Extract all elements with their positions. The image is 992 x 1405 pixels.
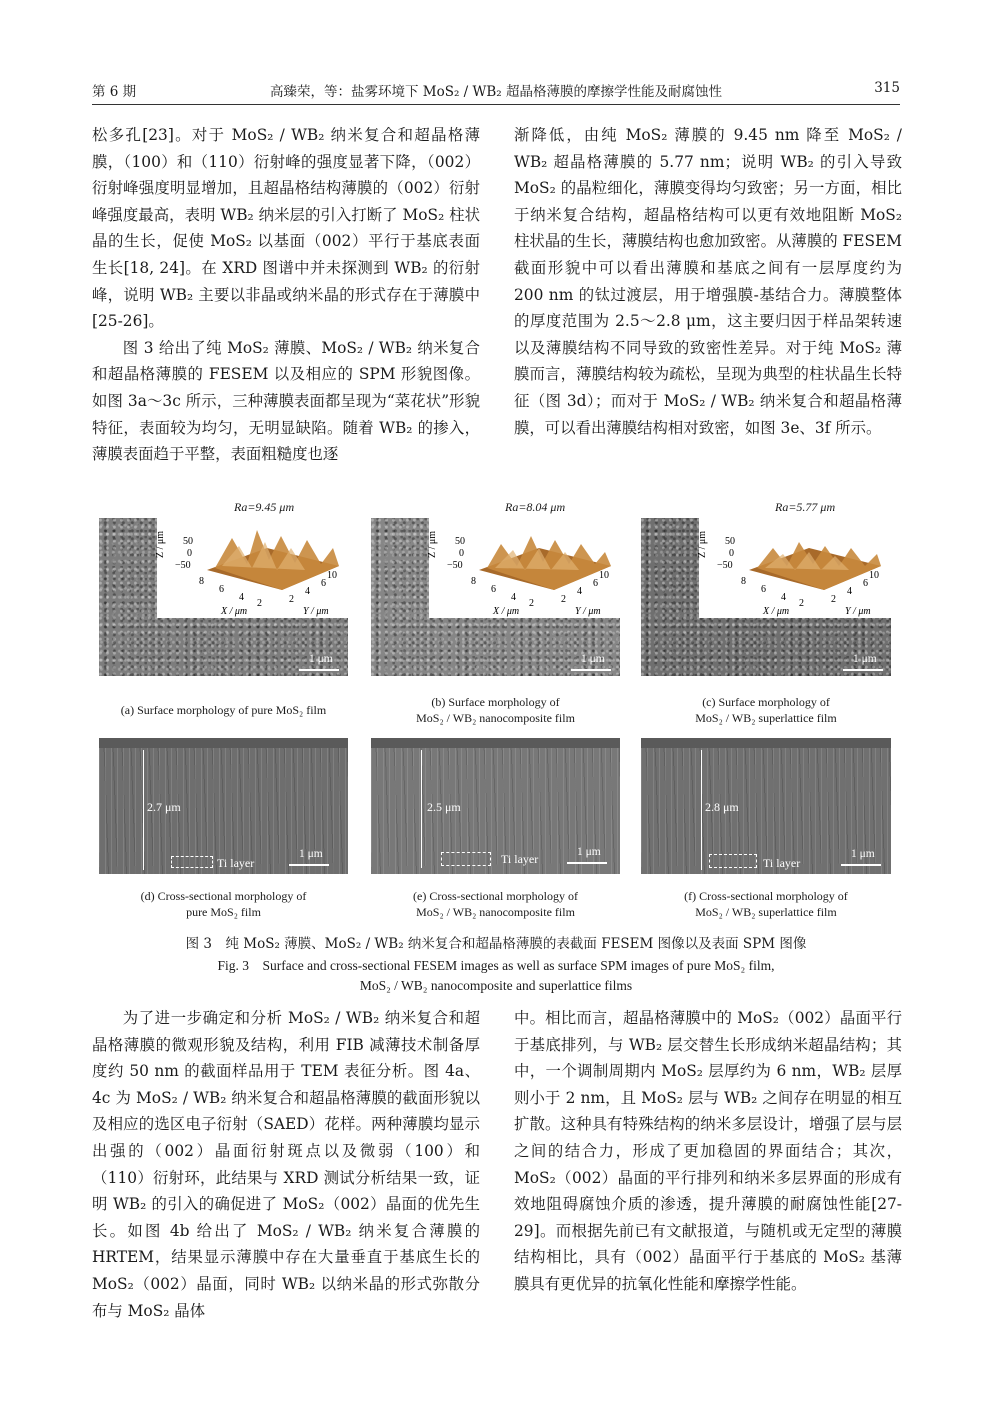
svg-text:Z / μm: Z / μm (697, 530, 708, 558)
paragraph: 松多孔[23]。对于 MoS₂ / WB₂ 纳米复合和超晶格薄膜，（100）和（110）衍射峰的强度显著下降，（002）衍射峰强度明显增加，且超晶格结构薄膜的（002）衍射峰强度最高，表明 WB₂ 纳米层的引入打断了 MoS₂ 柱状晶的生长，促使 MoS₂ 以基面（002）平行于基底表面生长[18, 24]。在 XRD 图谱中并未探测到 WB₂ 的衍射峰，说明 WB₂ 主要以非晶或纳米晶的形式存在于薄膜中[25-26]。 (92, 126, 480, 331)
subcaption-c: (c) Surface morphology of MoS₂ / WB₂ superlattice film (695, 695, 837, 725)
svg-text:Y / μm: Y / μm (575, 606, 601, 617)
svg-text:Y / μm: Y / μm (845, 606, 871, 617)
svg-text:8: 8 (471, 576, 476, 587)
svg-text:50: 50 (725, 536, 735, 547)
svg-text:2: 2 (257, 598, 262, 609)
svg-text:6: 6 (761, 584, 766, 595)
svg-text:−50: −50 (175, 560, 191, 571)
subcaption-f: (f) Cross-sectional morphology of MoS₂ / WB₂ superlattice film (684, 889, 848, 919)
page-number: 315 (874, 80, 900, 96)
svg-text:4: 4 (305, 586, 310, 597)
thickness-arrow (143, 750, 144, 870)
subcaption-a: (a) Surface morphology of pure MoS₂ film (120, 703, 327, 717)
running-header (92, 78, 900, 105)
spm-inset (699, 518, 891, 618)
ti-layer-box (171, 856, 213, 868)
svg-text:2: 2 (561, 594, 566, 605)
roughness-label: Ra=9.45 μm (234, 500, 295, 514)
paragraph: 为了进一步确定和分析 MoS₂ / WB₂ 纳米复合和超晶格薄膜的微观形貌及结构，利用 FIB 减薄技术制备厚度约 50 nm 的截面样品用于 TEM 表征分析。图 4a、4c 为 MoS₂ / WB₂ 纳米复合和超晶格薄膜的截面形貌以及相应的选区电子衍射（SAED）花样。两种薄膜均显示出强的（002）晶面衍射斑点以及微弱（100）和（110）衍射环，此结果与 XRD 测试分析结果一致，证明 WB₂ 的引入的确促进了 MoS₂（002）晶面的优先生长。如图 4b 给出了 MoS₂ / WB₂ 纳米复合薄膜的 HRTEM，结果显示薄膜中存在大量垂直于基底生长的 MoS₂（002）晶面，同时 WB₂ 以纳米晶的形式弥散分布与 MoS₂ 晶体 (92, 1009, 480, 1320)
thickness-label: 2.5 μm (427, 800, 461, 814)
figure-caption-en-line1: Fig. 3 Surface and cross-sectional FESEM images as well as surface SPM images of pure MoS₂ film, (217, 958, 775, 973)
scale-bar: 1 μm (567, 846, 607, 864)
svg-text:4: 4 (511, 592, 516, 603)
svg-text:6: 6 (321, 578, 326, 589)
svg-text:10: 10 (327, 570, 337, 581)
scale-bar: 1 μm (289, 848, 329, 866)
svg-text:0: 0 (729, 548, 734, 559)
svg-text:10: 10 (599, 570, 609, 581)
svg-text:4: 4 (781, 592, 786, 603)
x-axis-label: X / μm (221, 606, 248, 617)
ti-layer-label: Ti layer (763, 856, 801, 870)
svg-text:50: 50 (183, 536, 193, 547)
spm-3d-plot (429, 518, 620, 618)
y-axis-label: Y / μm (303, 606, 329, 617)
figure-caption-en-line2: MoS₂ / WB₂ nanocomposite and superlattice films (359, 978, 633, 993)
ti-layer-label: Ti layer (217, 856, 255, 870)
bottom-right-column (514, 1005, 902, 1298)
running-title: 高臻荣，等：盐雾环境下 MoS₂ / WB₂ 超晶格薄膜的摩擦学性能及耐腐蚀性 (269, 84, 723, 100)
subcaption-b: (b) Surface morphology of MoS₂ / WB₂ nanocomposite film (416, 695, 575, 725)
spm-inset (157, 518, 348, 618)
svg-text:4: 4 (847, 586, 852, 597)
svg-text:X / μm: X / μm (493, 606, 520, 617)
right-column (514, 122, 902, 441)
roughness-label: Ra=5.77 μm (775, 500, 836, 514)
figure-caption-cn: 图 3 纯 MoS₂ 薄膜、MoS₂ / WB₂ 纳米复合和超晶格薄膜的表截面 FESEM 图像以及表面 SPM 图像 (185, 936, 807, 952)
svg-text:6: 6 (593, 578, 598, 589)
sem-image-b (371, 518, 620, 676)
scale-bar: 1 μm (299, 653, 339, 671)
svg-text:8: 8 (199, 576, 204, 587)
issue-number: 第 6 期 (92, 84, 137, 100)
svg-text:−50: −50 (717, 560, 733, 571)
svg-text:6: 6 (863, 578, 868, 589)
paragraph: 图 3 给出了纯 MoS₂ 薄膜、MoS₂ / WB₂ 纳米复合和超晶格薄膜的 FESEM 以及相应的 SPM 形貌图像。如图 3a～3c 所示，三种薄膜表面都呈现为“菜花状”形貌特征，表面较为均匀，无明显缺陷。随着 WB₂ 的掺入，薄膜表面趋于平整，表面粗糙度也逐 (92, 338, 480, 464)
paragraph: 渐降低，由纯 MoS₂ 薄膜的 9.45 nm 降至 MoS₂ / WB₂ 超晶格薄膜的 5.77 nm；说明 WB₂ 的引入导致 MoS₂ 的晶粒细化，薄膜变得均匀致密；另一方面，相比于纳米复合结构，超晶格结构可以更有效地阻断 MoS₂ 柱状晶的生长，薄膜结构也愈加致密。从薄膜的 FESEM 截面形貌中可以看出薄膜和基底之间有一层厚度约为 200 nm 的钛过渡层，用于增强膜-基结合力。薄膜整体的厚度范围为 2.5～2.8 μm，这主要归因于样品架转速以及薄膜结构不同导致的致密性差异。对于纯 MoS₂ 薄膜而言，薄膜结构较为疏松，呈现为典型的柱状晶生长特征（图 3d）；而对于 MoS₂ / WB₂ 纳米复合和超晶格薄膜，可以看出薄膜结构相对致密，如图 3e、3f 所示。 (514, 126, 902, 437)
svg-text:6: 6 (491, 584, 496, 595)
svg-text:Z / μm: Z / μm (427, 530, 438, 558)
svg-text:4: 4 (239, 592, 244, 603)
cross-section-image-d (99, 738, 348, 874)
svg-text:50: 50 (455, 536, 465, 547)
bottom-left-column (92, 1005, 480, 1324)
svg-text:4: 4 (577, 586, 582, 597)
svg-text:X / μm: X / μm (763, 606, 790, 617)
z-axis-label: Z / μm (155, 530, 166, 558)
svg-text:0: 0 (187, 548, 192, 559)
svg-text:10: 10 (869, 570, 879, 581)
spm-3d-plot (699, 518, 891, 618)
svg-text:−50: −50 (447, 560, 463, 571)
scale-bar: 1 μm (843, 653, 883, 671)
scale-bar: 1 μm (571, 653, 611, 671)
spm-inset (429, 518, 620, 618)
thickness-arrow (421, 750, 422, 868)
subcaption-d: (d) Cross-sectional morphology of pure MoS₂ film (140, 889, 307, 919)
cross-section-image-e (371, 738, 620, 874)
svg-text:6: 6 (219, 584, 224, 595)
sem-image-c (641, 518, 891, 676)
spm-3d-plot (157, 518, 348, 618)
thickness-arrow (701, 750, 702, 870)
svg-text:2: 2 (529, 598, 534, 609)
svg-text:2: 2 (831, 594, 836, 605)
ti-layer-box (709, 854, 757, 868)
left-column (92, 122, 480, 468)
ti-layer-box (441, 852, 491, 866)
scale-bar: 1 μm (841, 848, 881, 866)
cross-section-image-f (641, 738, 891, 874)
roughness-label: Ra=8.04 μm (505, 500, 566, 514)
thickness-label: 2.7 μm (147, 800, 181, 814)
svg-text:2: 2 (799, 598, 804, 609)
paragraph: 中。相比而言，超晶格薄膜中的 MoS₂（002）晶面平行于基底排列，与 WB₂ 层交替生长形成纳米超晶结构；其中，一个调制周期内 MoS₂ 层厚约为 6 nm，WB₂ 层厚则小于 2 nm，且 MoS₂ 层与 WB₂ 之间存在明显的相互扩散。这种具有特殊结构的纳米多层设计，增强了层与层之间的结合力，形成了更加稳固的界面结合；其次，MoS₂（002）晶面的平行排列和纳米多层界面的形成有效地阻碍腐蚀介质的渗透，提升薄膜的耐腐蚀性能[27-29]。而根据先前已有文献报道，与随机或无定型的薄膜结构相比，具有（002）晶面平行于基底的 MoS₂ 基薄膜具有更优异的抗氧化性能和摩擦学性能。 (514, 1009, 902, 1293)
svg-text:0: 0 (459, 548, 464, 559)
subcaption-e: (e) Cross-sectional morphology of MoS₂ / WB₂ nanocomposite film (413, 889, 578, 919)
thickness-label: 2.8 μm (705, 800, 739, 814)
ti-layer-label: Ti layer (501, 852, 539, 866)
svg-text:8: 8 (741, 576, 746, 587)
sem-image-a (99, 518, 348, 676)
svg-text:2: 2 (289, 594, 294, 605)
